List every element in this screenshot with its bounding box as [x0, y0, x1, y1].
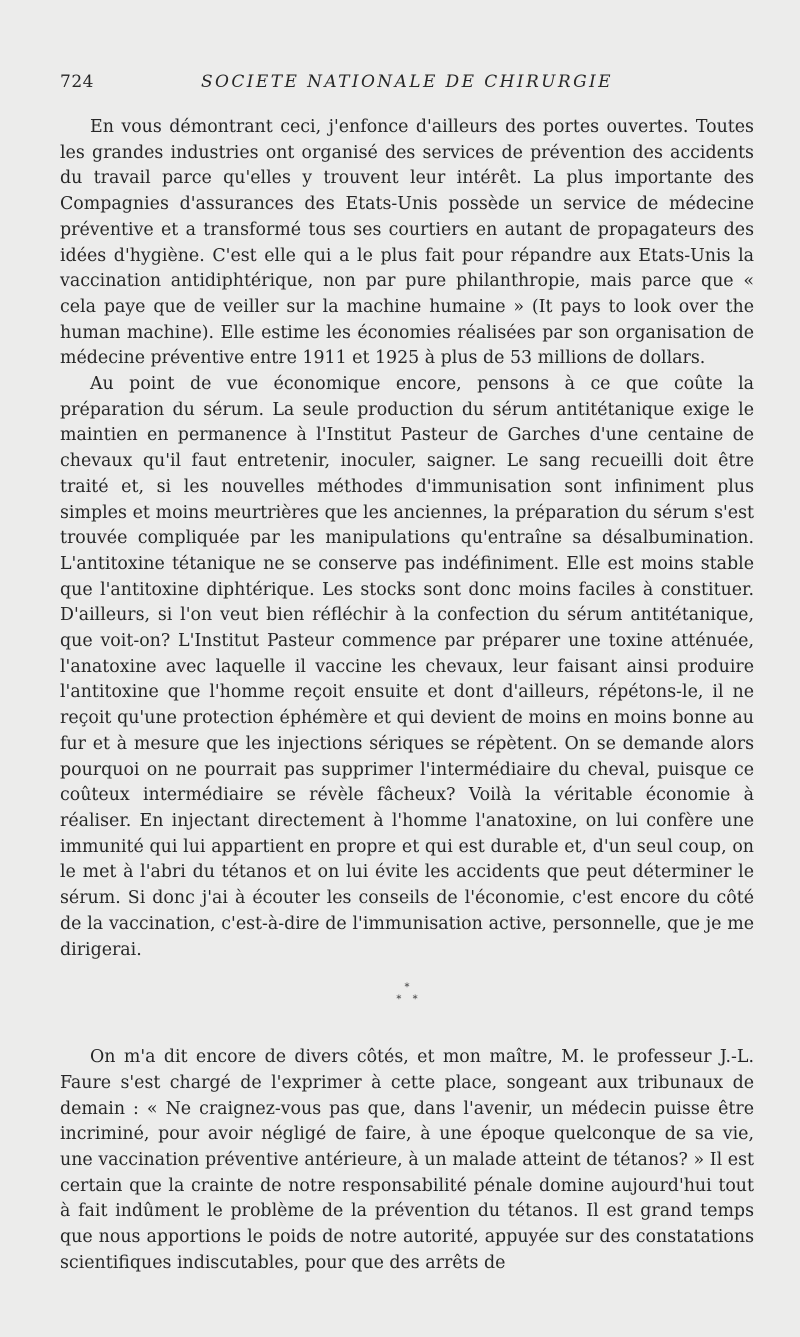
paragraph-industries: En vous démontrant ceci, j'enfonce d'ailleurs des portes ouvertes. Toutes les grandes industries ont organisé des services de prévention des accidents du travail parce qu'elles y trouvent leur intérêt. La plus importante des Compagnies d'assurances des Etats-Unis possède un service de médecine préventive et a transformé tous ses courtiers en autant de propagateurs des idées d'hygiène. C'est elle qui a le plus fait pour répandre aux Etats-Unis la vaccination antidiphtérique, non par pure philanthropie, mais parce que « cela paye que de veiller sur la machine humaine » (It pays to look over the human machine). Elle estime les économies réalisées par son organisation de médecine préventive entre 1911 et 1925 à plus de 53 millions de dollars. [60, 117, 754, 369]
paragraph-serum-economics: Au point de vue économique encore, pensons à ce que coûte la préparation du sérum. La seule production du sérum antitétanique exige le maintien en permanence à l'Institut Pasteur de Garches d'une centaine de chevaux qu'il faut entretenir, inoculer, saigner. Le sang recueilli doit être traité et, si les nouvelles méthodes d'immunisation sont infiniment plus simples et moins meurtrières que les anciennes, la préparation du sérum s'est trouvée compliquée par les manipulations qu'entraîne sa désalbumination. L'antitoxine tétanique ne se conserve pas indéfiniment. Elle est moins stable que l'antitoxine diphtérique. Les stocks sont donc moins faciles à constituer. D'ailleurs, si l'on veut bien réfléchir à la confection du sérum antitétanique, que voit-on? L'Institut Pasteur commence par préparer une toxine atténuée, l'anatoxine avec laquelle il vaccine les chevaux, leur faisant ainsi produire l'antitoxine que l'homme reçoit ensuite et dont d'ailleurs, répétons-le, il ne reçoit qu'une protection éphémère et qui devient de moins en moins bonne au fur et à mesure que les injections sériques se répètent. On se demande alors pourquoi on ne pourrait pas supprimer l'intermédiaire du cheval, puisque ce coûteux intermédiaire se révèle fâcheux? Voilà la véritable économie à réaliser. En injectant directement à l'homme l'anatoxine, on lui confère une immunité qui lui appartient en propre et qui est durable et, d'un seul coup, on le met à l'abri du tétanos et on lui évite les accidents que peut déterminer le sérum. Si donc j'ai à écouter les conseils de l'économie, c'est encore du côté de la vaccination, c'est-à-dire de l'immunisation active, personnelle, que je me dirigerai. [60, 374, 754, 960]
page-header [60, 72, 754, 96]
paragraph-responsibility: On m'a dit encore de divers côtés, et mon maître, M. le professeur J.-L. Faure s'est chargé de l'exprimer à cette place, songeant aux tribunaux de demain : « Ne craignez-vous pas que, dans l'avenir, un médecin puisse être incriminé, pour avoir négligé de faire, à une époque quelconque de sa vie, une vaccination préventive antérieure, à un malade atteint de tétanos? » Il est certain que la crainte de notre responsabilité pénale domine aujourd'hui tout à fait indûment le problème de la prévention du tétanos. Il est grand temps que nous apportions le poids de notre autorité, appuyée sur des constatations scientifiques indiscutables, pour que des arrêts de [60, 1047, 754, 1273]
asterism-bottom: * * [396, 994, 418, 1006]
asterism-separator [60, 983, 754, 1005]
body-text [60, 115, 754, 1277]
page-number: 724 [60, 72, 94, 92]
asterism-top: * [404, 982, 410, 994]
running-title: SOCIETE NATIONALE DE CHIRURGIE [201, 72, 613, 92]
